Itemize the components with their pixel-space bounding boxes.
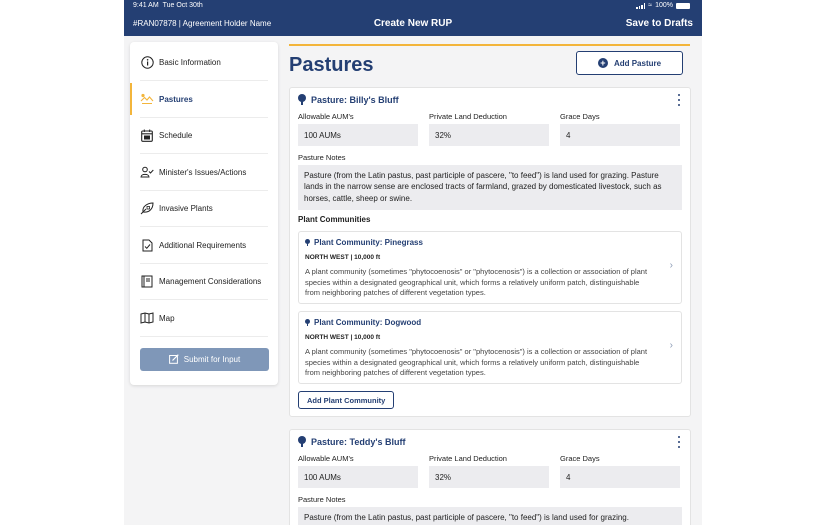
sidebar-item-label: Basic Information bbox=[159, 57, 221, 67]
sidebar-item-basic-information[interactable] bbox=[130, 44, 278, 80]
page-title: Pastures bbox=[289, 54, 374, 76]
accent-divider bbox=[289, 44, 690, 46]
aums-field[interactable]: 100 AUMs bbox=[298, 124, 418, 146]
signal-icon bbox=[636, 3, 645, 9]
sidebar bbox=[130, 42, 278, 385]
battery-icon bbox=[676, 3, 690, 9]
user-check-icon bbox=[140, 165, 154, 179]
page-header-title: Create New RUP bbox=[373, 18, 453, 29]
grace-days-label: Grace Days bbox=[560, 454, 600, 463]
community-description: A plant community (sometimes "phytocoenosis" or "phytocenosis") is a collection or association of plant species within a designated geographical unit, which forms a relatively uniform patch, distinguishable from neighboring patches of different vegetation types. bbox=[305, 347, 648, 377]
sidebar-item-management-considerations[interactable] bbox=[130, 263, 278, 299]
sidebar-item-ministers-issues[interactable] bbox=[130, 154, 278, 190]
community-title-text: Plant Community: Dogwood bbox=[314, 318, 422, 327]
sidebar-item-map[interactable] bbox=[130, 300, 278, 336]
pin-icon bbox=[305, 239, 310, 247]
aums-label: Allowable AUM's bbox=[298, 454, 354, 463]
time-text: 9:41 AM bbox=[133, 2, 159, 9]
grace-days-field[interactable]: 4 bbox=[560, 124, 680, 146]
pasture-title-text: Pasture: Teddy's Bluff bbox=[311, 436, 406, 447]
chevron-right-icon: › bbox=[669, 260, 673, 271]
plant-communities-label: Plant Communities bbox=[298, 215, 371, 224]
pasture-card bbox=[289, 429, 691, 525]
pin-icon bbox=[305, 319, 310, 327]
pasture-title bbox=[298, 94, 399, 105]
sidebar-item-label: Management Considerations bbox=[159, 276, 262, 286]
book-icon bbox=[140, 274, 154, 288]
submit-label: Submit for Input bbox=[183, 355, 241, 364]
more-options-icon[interactable] bbox=[677, 436, 681, 448]
sidebar-item-label: Invasive Plants bbox=[159, 203, 213, 213]
divider bbox=[140, 336, 268, 337]
plant-community-title bbox=[305, 318, 421, 327]
document-check-icon bbox=[140, 238, 154, 252]
grace-days-label: Grace Days bbox=[560, 112, 600, 121]
sidebar-item-label: Schedule bbox=[159, 130, 193, 140]
more-options-icon[interactable] bbox=[677, 94, 681, 106]
status-time bbox=[133, 2, 203, 9]
plant-community-item[interactable] bbox=[298, 311, 682, 384]
add-plant-community-button[interactable]: Add Plant Community bbox=[298, 391, 394, 409]
pasture-notes-label: Pasture Notes bbox=[298, 495, 346, 504]
pld-label: Private Land Deduction bbox=[429, 454, 507, 463]
app-header bbox=[124, 0, 702, 36]
pasture-title bbox=[298, 436, 406, 447]
wifi-icon: ≈ bbox=[648, 2, 653, 9]
date-text: Tue Oct 30th bbox=[162, 2, 203, 9]
main-content bbox=[289, 42, 691, 525]
grace-days-field[interactable]: 4 bbox=[560, 466, 680, 488]
edit-icon bbox=[169, 354, 179, 366]
pld-field[interactable]: 32% bbox=[429, 466, 549, 488]
sidebar-item-invasive-plants[interactable] bbox=[130, 190, 278, 226]
sidebar-item-additional-requirements[interactable] bbox=[130, 227, 278, 263]
map-icon bbox=[140, 311, 154, 325]
community-title-text: Plant Community: Pinegrass bbox=[314, 238, 423, 247]
add-pasture-label: Add Pasture bbox=[613, 58, 662, 68]
plant-community-item[interactable] bbox=[298, 231, 682, 304]
sidebar-item-label: Map bbox=[159, 313, 175, 323]
aums-field[interactable]: 100 AUMs bbox=[298, 466, 418, 488]
agreement-label: #RAN07878 | Agreement Holder Name bbox=[133, 19, 272, 28]
pasture-title-text: Pasture: Billy's Bluff bbox=[311, 94, 399, 105]
pld-field[interactable]: 32% bbox=[429, 124, 549, 146]
add-pasture-button[interactable] bbox=[576, 51, 683, 75]
calendar-icon bbox=[140, 128, 154, 142]
plus-circle-icon: + bbox=[598, 58, 608, 68]
pasture-card bbox=[289, 87, 691, 417]
status-indicators bbox=[636, 2, 690, 9]
pin-icon bbox=[298, 436, 306, 447]
sidebar-item-schedule[interactable] bbox=[130, 117, 278, 153]
community-meta: NORTH WEST | 10,000 ft bbox=[305, 254, 381, 261]
pasture-notes-label: Pasture Notes bbox=[298, 153, 346, 162]
pasture-notes-field[interactable]: Pasture (from the Latin pastus, past participle of pascere, "to feed") is land used for grazing. Pasture lands in the narrow sense are enclosed tracts of farmland, grazed by domesticated livestock, such as horses, cattle, sheep or swine. bbox=[298, 165, 682, 210]
battery-percent: 100% bbox=[655, 2, 673, 9]
aums-label: Allowable AUM's bbox=[298, 112, 354, 121]
pld-label: Private Land Deduction bbox=[429, 112, 507, 121]
save-to-drafts-button[interactable]: Save to Drafts bbox=[625, 18, 693, 29]
pin-icon bbox=[298, 94, 306, 105]
sidebar-item-label: Pastures bbox=[159, 94, 193, 104]
info-icon bbox=[140, 55, 154, 69]
community-meta: NORTH WEST | 10,000 ft bbox=[305, 334, 381, 341]
sidebar-item-pastures[interactable] bbox=[130, 81, 278, 117]
community-description: A plant community (sometimes "phytocoenosis" or "phytocenosis") is a collection or association of plant species within a designated geographical unit, which forms a relatively uniform patch, distinguishable from neighboring patches of different vegetation types. bbox=[305, 267, 648, 297]
chevron-right-icon: › bbox=[669, 340, 673, 351]
submit-for-input-button[interactable] bbox=[140, 348, 269, 371]
pasture-icon bbox=[140, 92, 154, 106]
plant-community-title bbox=[305, 238, 423, 247]
sidebar-item-label: Minister's Issues/Actions bbox=[159, 167, 247, 177]
tablet-screen bbox=[124, 0, 702, 525]
leaf-icon bbox=[140, 201, 154, 215]
pasture-notes-field[interactable]: Pasture (from the Latin pastus, past participle of pascere, "to feed") is land used for grazing. bbox=[298, 507, 682, 525]
sidebar-item-label: Additional Requirements bbox=[159, 240, 247, 250]
